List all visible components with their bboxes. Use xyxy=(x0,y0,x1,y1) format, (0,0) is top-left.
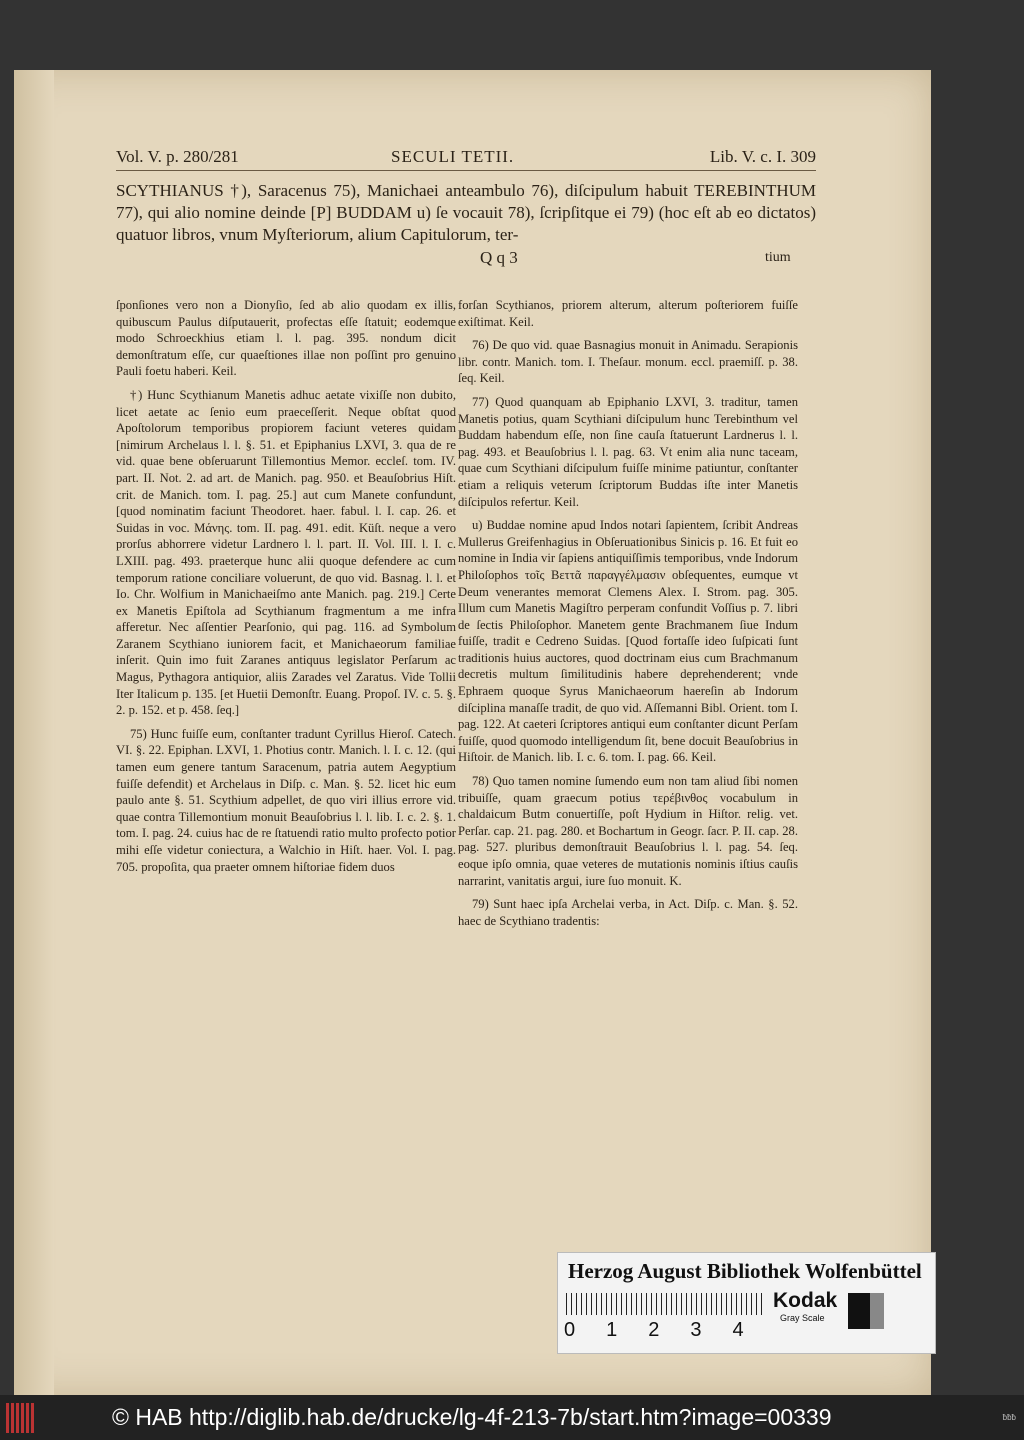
header-title: SECULI TETII. xyxy=(391,147,515,166)
barcode-icon xyxy=(6,1403,36,1433)
page-gutter xyxy=(14,70,54,1395)
footnote-paragraph: ſponſiones vero non a Dionyſio, ſed ab alio quodam ex illis, quibuscum Paulus diſputauerit, profectas eſſe ſtatuit; eodemque modo Schroeckhius etiam l. l. pag. 395. nondum dicit demonſtratum eſſe, cur quaeſtiones illae non poſſint pro genuino Pauli foetu haberi. Keil. xyxy=(116,298,456,379)
footnote-paragraph: †) Hunc Scythianum Manetis adhuc aetate vixiſſe non dubito, licet aetate ac ſenio eum praeceſſerit. Neque obſtat quod Apoſtolorum temporibus propiorem faciunt veteres quidam [nimirum Archelaus l. l. §. 51. et Epiphanius LXVI, 3. qua de re vid. quae bene obſeruarunt Tillemontius Memor. eccleſ. tom. IV. part. II. Not. 2. ad art. de Manich. pag. 950. et Beauſobrius Hiſt. crit. de Manich. tom. I. pag. 25.] aut cum Manete confundunt, [quod nominatim faciunt Theodoret. haer. fabul. l. I. cap. 26. et Suidas in voc. Μάνης. tom. II. pag. 491. edit. Küſt. neque a vero prorſus abhorrere videtur Lardnero l. l. part. II. Vol. III. l. I. c. LXIII. pag. 493. praeterque hunc alii quoque defendere ac cum temporum ratione conciliare voluerunt, de quo vid. Basnag. l. l. et Io. Chr. Wolfium in Manichaeiſmo ante Manich. pag. 219.] Certe ex Manetis Epiſtola ad Scythianum fragmentum a me infra afferetur. Nec aſſentier Pearſonio, qui pag. 116. ad Symbolum Zaranem Scythiano iuniorem facit, et Manichaeorum familiae inſerit. Quin imo fuit Zaranes antiquus legislator Perſarum ac Magus, Pythagora antiquior, aliis Zarades vel Zaratus. Vide Tollii Iter Italicum p. 135. [et Huetii Demonſtr. Euang. Propoſ. IV. c. 5. §. 2. p. 152. et p. 458. ſeq.] xyxy=(116,387,456,718)
footnote-paragraph: forſan Scythianos, priorem alterum, alterum poſteriorem fuiſſe exiſtimat. Keil. xyxy=(458,298,798,329)
main-text: SCYTHIANUS †), Saracenus 75), Manichaei anteambulo 76), diſcipulum habuit TEREBINTHUM 77), qui alio nomine deinde [P] BUDDAM u) ſe vocauit 78), ſcripſitque ei 79) (hoc eſt ab eo dictatos) quatuor libros, vnum Myſteriorum, alium Capitulorum, ter- xyxy=(116,181,816,244)
footnote-paragraph: 76) De quo vid. quae Basnagius monuit in Animadu. Serapionis libr. contr. Manich. tom. I. Theſaur. monum. eccl. praemiſſ. p. 38. ſeq. Keil. xyxy=(458,338,798,386)
footnote-paragraph: 75) Hunc fuiſſe eum, conſtanter tradunt Cyrillus Hieroſ. Catech. VI. §. 22. Epiphan. LXVI, 1. Photius contr. Manich. l. I. c. 12. (qui tamen eum genere tantum Saracenum, patria autem Aegyptium fuiſſe defendit) et Archelaus in Diſp. c. Man. §. 52. licet hic eum paulo ante §. 51. Scythium adpellet, de quo viri illius errore vid. quae contra Tillemontium monuit Beauſobrius l. l. lib. I. c. 2. §. 1. tom. I. pag. 24. cuius hac de re ſtatuendi ratio multo profecto potior mihi eſſe videtur coniectura, a Walchio in Hiſt. haer. Vol. I. pag. 705. propoſita, qua praeter omnem hiſtoriae fidem duos xyxy=(116,726,456,874)
header-book-and-page: Lib. V. c. I. 309 xyxy=(709,147,816,166)
header-volume-ref: Vol. V. p. 280/281 xyxy=(116,147,239,166)
footnote-paragraph: 79) Sunt haec ipſa Archelai verba, in Act. Diſp. c. Man. §. 52. haec de Scythiano tradentis: xyxy=(458,897,798,928)
footnote-paragraph: 77) Quod quanquam ab Epiphanio LXVI, 3. traditur, tamen Manetis potius, quam Scythiani diſcipulum hunc Terebinthum vel Buddam habendum eſſe, non ſine cauſa ſtatuerunt Lardnerus l. l. pag. 493. et Beauſobrius l. l. pag. 63. Vt enim alia nunc taceam, quae cum Scythiani diſcipulum fuiſſe minime patiuntur, conſtanter etiam a reliquis veterum ſcriptorum Buddas iſte inter Manetis diſcipulos refertur. Keil. xyxy=(458,394,798,509)
gray-swatch xyxy=(870,1293,884,1329)
header-rule xyxy=(116,170,816,171)
footer-mark: ƀƀƀ xyxy=(1002,1413,1016,1422)
black-swatch xyxy=(848,1293,870,1329)
kodak-logo: Kodak xyxy=(773,1289,838,1312)
ruler-icon xyxy=(566,1293,766,1315)
footnote-paragraph: 78) Quo tamen nomine ſumendo eum non tam aliud ſibi nomen tribuiſſe, quam graecum potius τερέβινθος vocabulum in chaldaicum Butm conuertiſſe, poſt Hydium in Hiſtor. relig. vet. Perſar. cap. 21. pag. 280. et Bochartum in Geogr. ſacr. P. II. cap. 28. pag. 527. pluribus demonſtrauit Beauſobrius l. l. pag. 54. ſeq. eoque ipſo omnia, quae veteres de mutationis nominis iſtius cauſis narrarint, vanitatis argui, iure ſuo monuit. K. xyxy=(458,774,798,888)
ruler-numbers: 01234 xyxy=(564,1319,775,1341)
footer-bar xyxy=(0,1395,1024,1440)
footnotes-right-column xyxy=(458,297,798,936)
copyright-url[interactable]: © HAB http://diglib.hab.de/drucke/lg-4f-213-7b/start.htm?image=00339 xyxy=(112,1404,832,1430)
footnotes-left-column xyxy=(116,297,456,882)
signature-mark: Q q 3 xyxy=(480,248,518,267)
footnote-paragraph: u) Buddae nomine apud Indos notari ſapientem, ſcribit Andreas Mullerus Greifenhagius in Obſeruationibus Sinicis p. 16. Et fuit eo nomine in India vir ſapiens antiquiſſimis temporibus, vnde Indorum Philoſophos τοῖς Βεττᾶ παραγγέλμασιν obſequentes, eumque vt Deum venerantes memorat Clemens Alex. I. Strom. pag. 305. Illum cum Manetis Magiſtro perperam confundit Voſſius p. 7. libri de ſectis Philoſophor. Manetem gente Brachmanem ſiue Indum fuiſſe, tradit e Cedreno Suidas. [Quod fortaſſe ideo ſuſpicati ſunt traditionis huius auctores, quod doctrinam eius cum Brachmanum decretis multum ſimilitudinis habere deprehenderent; vnde Ephraem quoque Syrus Manichaeorum haereſin ab Indorum diſciplina manaſſe tradit, de quo vid. Aſſemanni Bibl. Orient. tom I. pag. 122. At caeteri ſcriptores antiqui eum conſtanter dicunt Perſam fuiſſe, quod quomodo intelligendum ſit, bene docuit Beauſobrius in Hiſtoir. de Manich. lib. I. c. 6. tom. I. pag. 66. Keil. xyxy=(458,518,798,765)
catchword: tium xyxy=(765,250,791,265)
gray-scale-label: Gray Scale xyxy=(780,1313,825,1323)
library-card-title: Herzog August Bibliothek Wolfenbüttel xyxy=(568,1259,922,1283)
library-color-card xyxy=(557,1252,936,1354)
